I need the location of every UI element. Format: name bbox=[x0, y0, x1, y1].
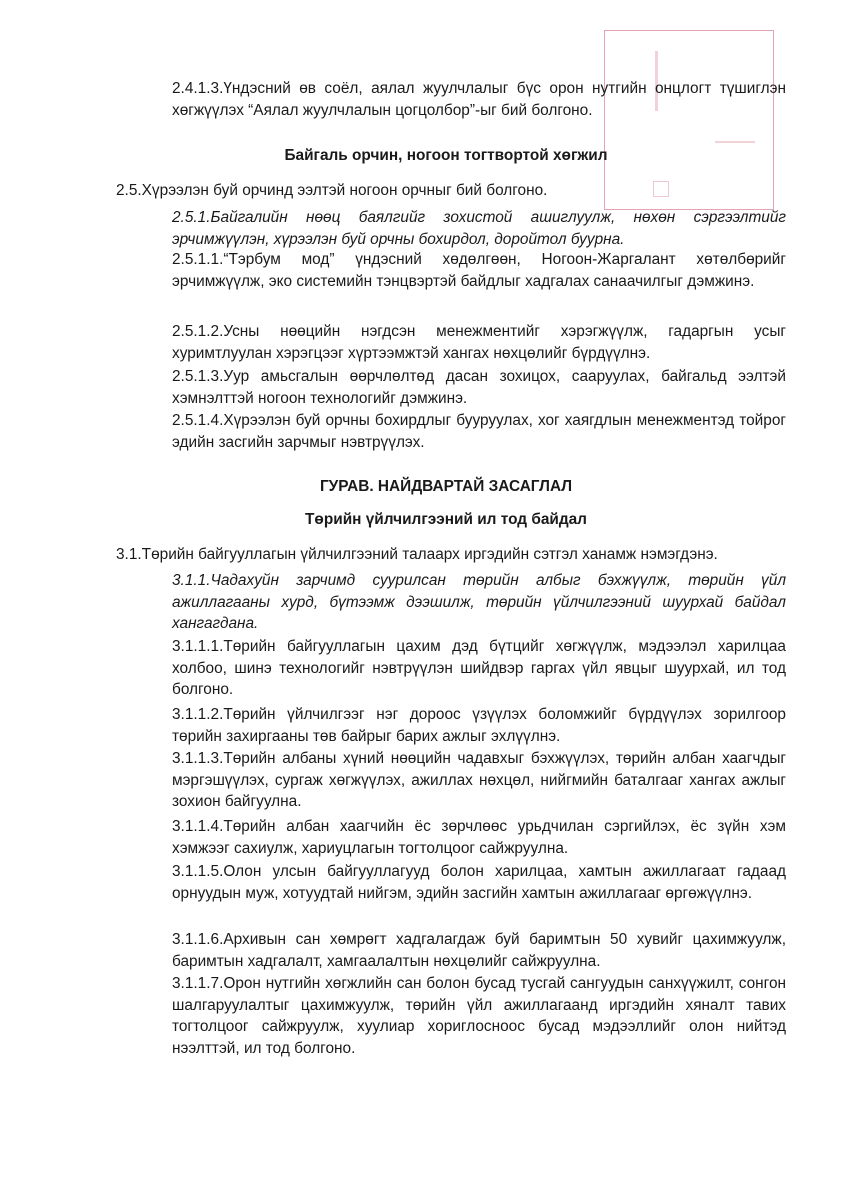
paragraph-3-1-1-5: 3.1.1.5.Олон улсын байгууллагууд болон харилцаа, хамтын ажиллагаат гадаад орнуудын муж, хотуудтай нийгэм, эдийн засгийн хамтын ажиллагааг өргөжүүлнэ. bbox=[172, 863, 786, 902]
paragraph-2-5-1-4: 2.5.1.4.Хүрээлэн буй орчны бохирдлыг бууруулах, хог хаягдлын менежментэд тойрог эдийн засгийн зарчмыг нэвтрүүлэх. bbox=[172, 412, 786, 451]
paragraph-2-4-1-3: 2.4.1.3.Үндэсний өв соёл, аялал жуулчлалыг бүс орон нутгийн онцлогт түшиглэн хөгжүүлэх “Аялал жуулчлалын цогцолбор”-ыг бий болгоно. bbox=[172, 80, 786, 119]
part-heading-three: ГУРАВ. НАЙДВАРТАЙ ЗАСАГЛАЛ bbox=[319, 478, 573, 495]
paragraph-3-1-1-4: 3.1.1.4.Төрийн албан хаагчийн ёс зөрчлөөс урьдчилан сэргийлэх, ёс зүйн хэм хэмжээг сахиулж, хариуцлагын тогтолцоог сайжруулна. bbox=[172, 818, 786, 857]
paragraph-3-1-1-1: 3.1.1.1.Төрийн байгууллагын цахим дэд бүтцийг хөгжүүлж, мэдээлэл харилцаа холбоо, шинэ технологийг нэвтрүүлэн шийдвэр гаргах үйл явцыг шуурхай, ил тод болгоно. bbox=[172, 638, 786, 698]
paragraph-2-5-1-2: 2.5.1.2.Усны нөөцийн нэгдсэн менежментийг хэрэгжүүлж, гадаргын усыг хуримтлуулан хэрэгцээг хүртээмжтэй хангах нөхцөлийг бүрдүүлнэ. bbox=[172, 323, 786, 362]
paragraph-2-5-1-1: 2.5.1.1.“Тэрбум мод” үндэсний хөдөлгөөн, Ногоон-Жаргалант хөтөлбөрийг эрчимжүүлж, эко системийн тэнцвэртэй байдлыг хадгалах санаачилгыг дэмжинэ. bbox=[172, 251, 786, 290]
section-heading-environment: Байгаль орчин, ногоон тогтвортой хөгжил bbox=[284, 147, 608, 164]
paragraph-3-1-1: 3.1.1.Чадахуйн зарчимд суурилсан төрийн албыг бэхжүүлж, төрийн үйл ажиллагааны хурд, бүтээмж дээшилж, төрийн үйлчилгээний шуурхай байдал хангагдана. bbox=[172, 572, 786, 632]
paragraph-3-1: 3.1.Төрийн байгууллагын үйлчилгээний талаарх иргэдийн сэтгэл ханамж нэмэгдэнэ. bbox=[116, 546, 718, 563]
paragraph-3-1-1-6: 3.1.1.6.Архивын сан хөмрөгт хадгалагдаж буй баримтын 50 хувийг цахимжуулж, баримтын хадгалалт, хамгаалалтын нөхцөлийг сайжруулна. bbox=[172, 931, 786, 970]
paragraph-2-5-1-3: 2.5.1.3.Уур амьсгалын өөрчлөлтөд дасан зохицох, сааруулах, байгальд ээлтэй хэмнэлттэй ногоон технологийг дэмжинэ. bbox=[172, 368, 786, 407]
paragraph-2-5: 2.5.Хүрээлэн буй орчинд ээлтэй ногоон орчныг бий болгоно. bbox=[116, 182, 548, 199]
paragraph-3-1-1-7: 3.1.1.7.Орон нутгийн хөгжлийн сан болон бусад тусгай сангуудын санхүүжилт, сонгон шалгаруулалтыг цахимжуулж, төрийн үйл ажиллагаанд иргэдийн хяналт тавих тогтолцоог сайжруулж, хуулиар хориглосноос бусад мэдээллийг олон нийтэд нээлттэй, ил тод болгоно. bbox=[172, 975, 786, 1057]
paragraph-2-5-1: 2.5.1.Байгалийн нөөц баялгийг зохистой ашиглуулж, нөхөн сэргээлтийг эрчимжүүлэн, хүрээлэн буй орчны бохирдол, доройтол буурна. bbox=[172, 209, 786, 248]
stamp-mark bbox=[715, 141, 755, 143]
section-heading-transparency: Төрийн үйлчилгээний ил тод байдал bbox=[305, 511, 587, 528]
paragraph-3-1-1-2: 3.1.1.2.Төрийн үйлчилгээг нэг дороос үзүүлэх боломжийг бүрдүүлэх зорилгоор төрийн захиргааны төв байрыг барих ажлыг эхлүүлнэ. bbox=[172, 706, 786, 745]
paragraph-3-1-1-3: 3.1.1.3.Төрийн албаны хүний нөөцийн чадавхыг бэхжүүлэх, төрийн албан хаагчдыг мэргэшүүлэх, сургаж хөгжүүлэх, ажиллах нөхцөл, нийгмийн баталгааг хангах ажлыг зохион байгуулна. bbox=[172, 750, 786, 810]
